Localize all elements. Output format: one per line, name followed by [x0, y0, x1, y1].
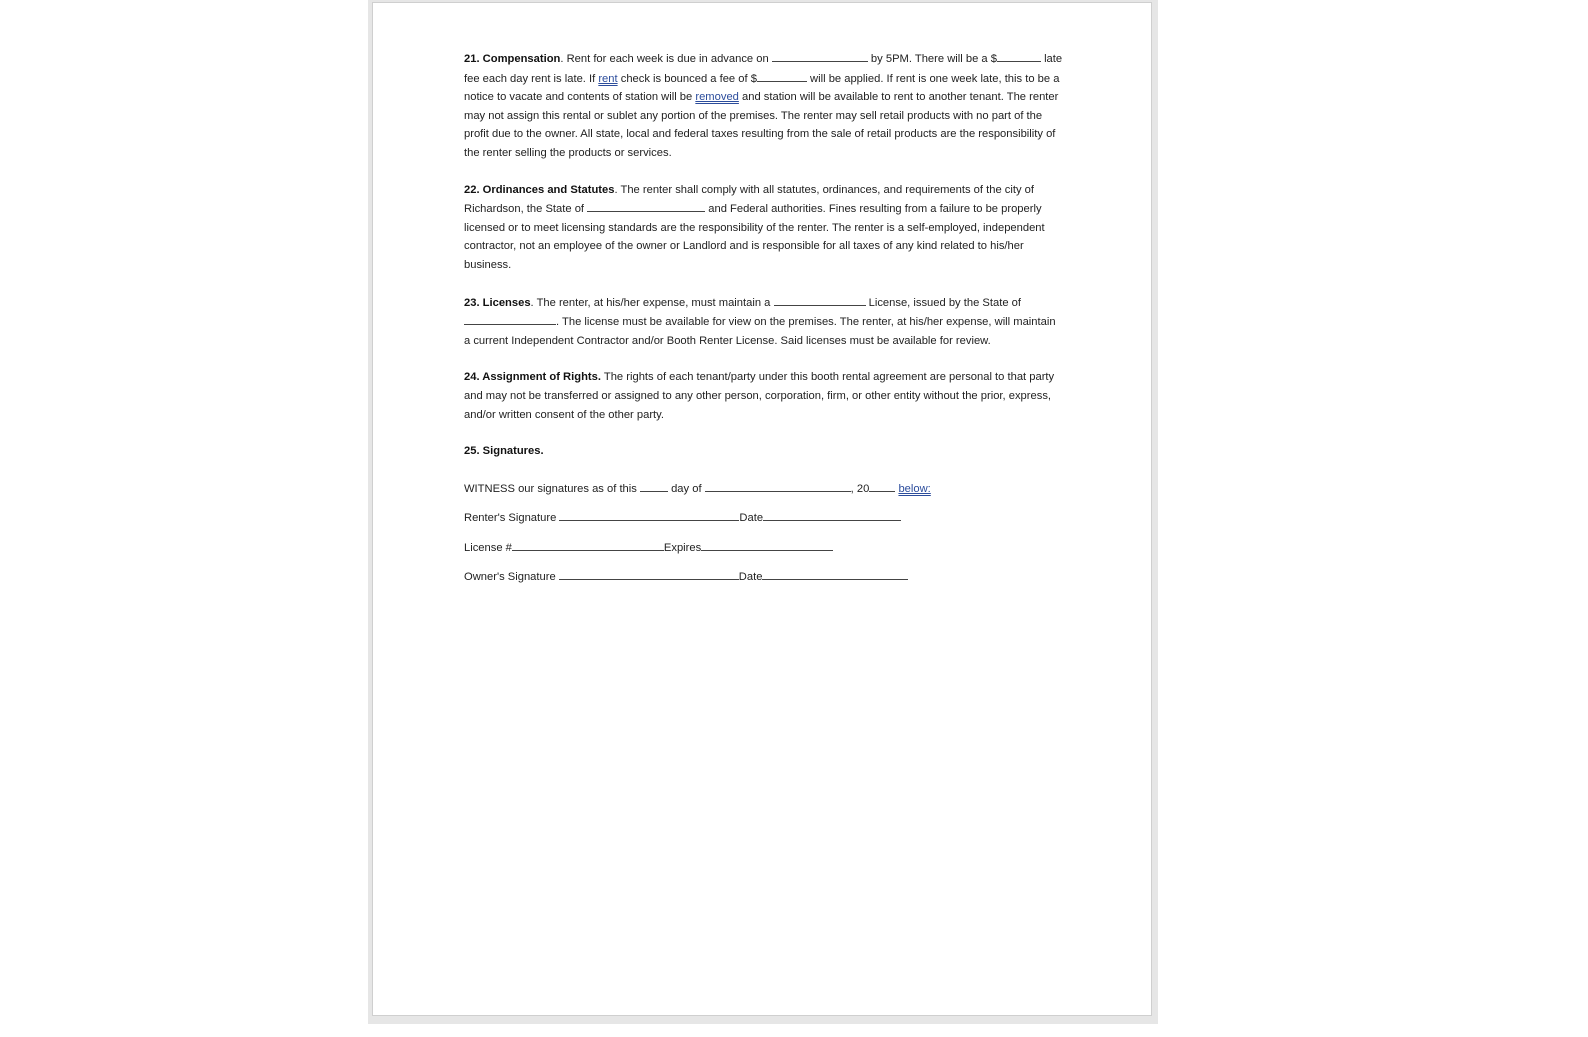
rent-spell-mark: rent — [598, 72, 618, 85]
section-23: 23. Licenses. The renter, at his/her expense, must maintain a License, issued by the State of . The license must be available for view on the premises. The renter, at his/her expense, will maintain a current Independent Contractor and/or Booth Renter License. Said licenses must be available for review. — [464, 293, 1064, 351]
witness-year-blank[interactable] — [869, 479, 895, 492]
section-22: 22. Ordinances and Statutes. The renter shall comply with all statutes, ordinances, and requirements of the city of Richardson, the State of and Federal authorities. Fines resulting from a failure to be properly licensed or to meet licensing standards are the responsibility of the renter. The renter is a self-employed, independent contractor, not an employee of the owner or Landlord and is responsible for all taxes of any kind related to his/her business. — [464, 183, 1045, 271]
renter-date-field[interactable] — [763, 508, 901, 521]
renter-signature-field[interactable] — [559, 508, 739, 521]
owner-date-field[interactable] — [762, 567, 908, 580]
owner-signature-line: Owner's Signature Date — [464, 567, 1064, 587]
state-blank[interactable] — [587, 199, 705, 212]
section-25-heading: 25. Signatures. — [464, 445, 544, 458]
below-spell-mark: below: — [898, 482, 931, 495]
owner-signature-field[interactable] — [559, 567, 739, 580]
removed-spell-mark: removed — [695, 91, 739, 104]
document-body — [464, 49, 1064, 597]
section-25 — [464, 442, 1064, 461]
section-22-heading: 22. Ordinances and Statutes — [464, 183, 615, 196]
license-type-blank[interactable] — [774, 293, 866, 306]
document-page — [372, 2, 1152, 1016]
license-state-blank[interactable] — [464, 312, 556, 325]
witness-line: WITNESS our signatures as of this day of , 20 below: — [464, 479, 1064, 499]
due-day-blank[interactable] — [772, 49, 868, 62]
license-number-field[interactable] — [512, 538, 664, 551]
bounced-fee-blank[interactable] — [757, 69, 807, 82]
license-line: License # Expires — [464, 538, 1064, 558]
section-23-heading: 23. Licenses — [464, 296, 531, 309]
section-21: 21. Compensation. Rent for each week is due in advance on by 5PM. There will be a $ late fee each day rent is late. If rent check is bounced a fee of $ will be applied. If rent is one week late, this to be a notice to vacate and contents of station will be removed and station will be available to rent to another tenant. The renter may not assign this rental or sublet any portion of the premises. The renter may sell retail products with no part of the profit due to the owner. All state, local and federal taxes resulting from the sale of retail products are the responsibility of the renter selling the products or services. — [464, 49, 1064, 163]
section-24-heading: 24. Assignment of Rights. — [464, 371, 601, 384]
section-24: 24. Assignment of Rights. The rights of each tenant/party under this booth rental agreement are personal to that party and may not be transferred or assigned to any other person, corporation, firm, or other entity without the prior, express, and/or written consent of the other party. — [464, 371, 1055, 421]
late-fee-blank[interactable] — [997, 49, 1041, 62]
renter-signature-line: Renter's Signature Date — [464, 508, 1064, 528]
section-21-heading: 21. Compensation — [464, 53, 561, 65]
signature-block — [464, 479, 1064, 587]
witness-day-blank[interactable] — [640, 479, 668, 492]
expires-field[interactable] — [701, 538, 833, 551]
witness-month-blank[interactable] — [705, 479, 851, 492]
